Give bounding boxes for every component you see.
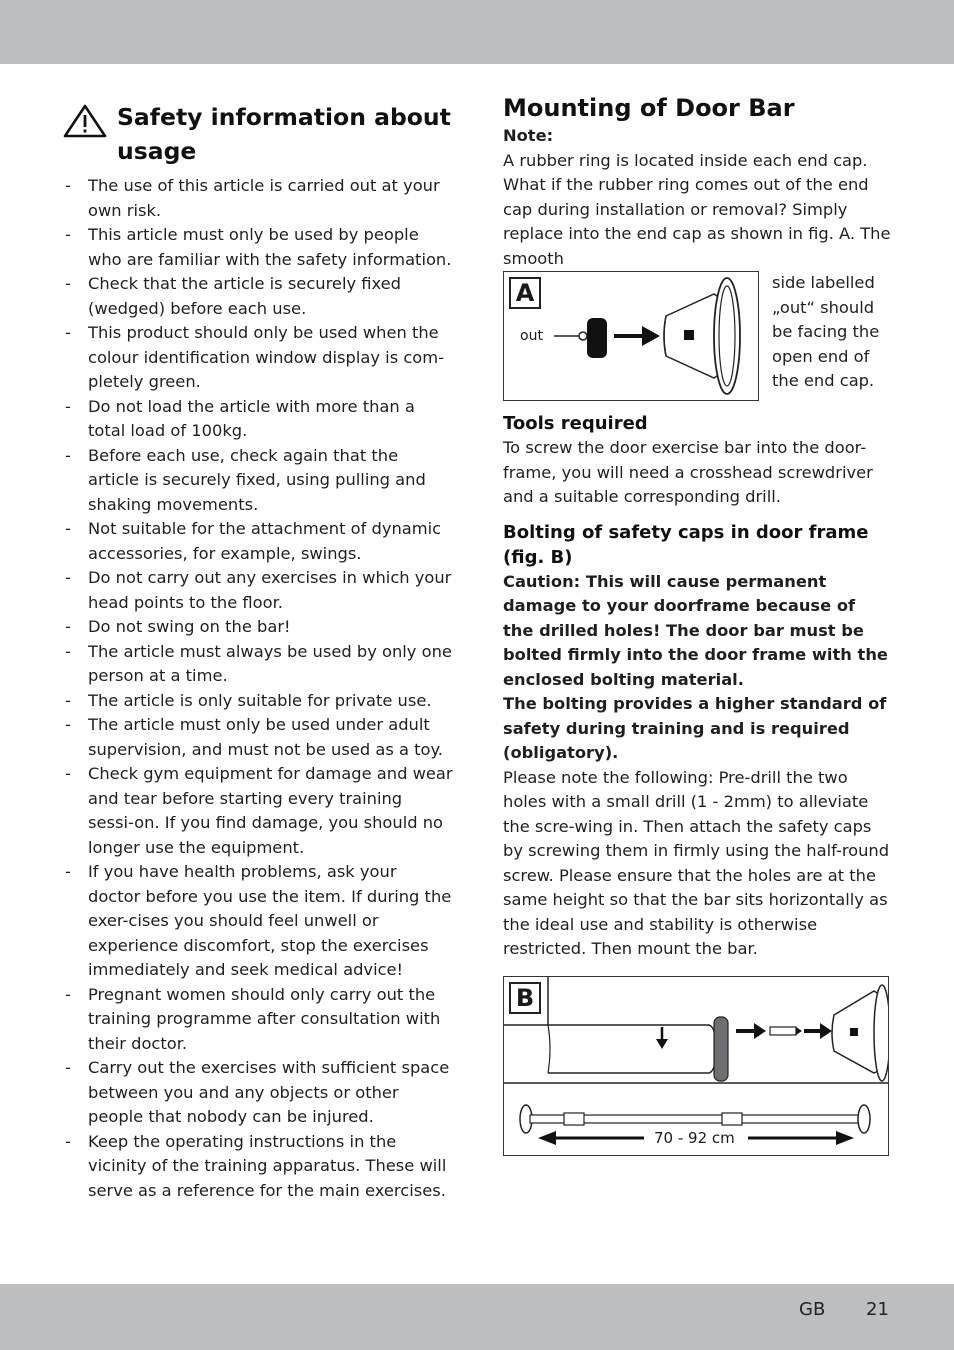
list-item: - Check gym equipment for damage and wear and tear before starting every training sessi-on. If you find damage, you should no longer use the equipment. bbox=[63, 762, 453, 860]
safety-list bbox=[63, 174, 453, 1203]
figure-b-label: B bbox=[509, 982, 541, 1014]
language-code: GB bbox=[799, 1299, 826, 1320]
bolting-title: Bolting of safety caps in door frame (fig. B) bbox=[503, 521, 869, 568]
list-item: - If you have health problems, ask your doctor before you use the item. If during the exer-cises you should feel unwell or experience discomfort, stop the exercises immediately and seek medical advice! bbox=[63, 860, 453, 983]
figure-a-side-text: side labelled „out“ should be facing the open end of the end cap. bbox=[772, 273, 880, 390]
list-item: - This product should only be used when the colour identification window display is com-pletely green. bbox=[63, 321, 453, 395]
figure-a-row bbox=[503, 271, 891, 401]
measure-label: 70 - 92 cm bbox=[654, 1128, 735, 1147]
mounting-title: Mounting of Door Bar bbox=[503, 94, 795, 122]
list-item: - The article must only be used under adult supervision, and must not be used as a toy. bbox=[63, 713, 453, 762]
list-item: - The use of this article is carried out at your own risk. bbox=[63, 174, 453, 223]
figure-a-label: A bbox=[509, 277, 541, 309]
safety-heading bbox=[63, 100, 453, 168]
bolting-bold-text: The bolting provides a higher standard of safety during training and is required (obligatory). bbox=[503, 694, 887, 762]
list-item: - The article must always be used by only one person at a time. bbox=[63, 640, 453, 689]
safety-section bbox=[63, 100, 453, 1203]
tools-text: To screw the door exercise bar into the door-frame, you will need a crosshead screwdriver and a suitable corresponding drill. bbox=[503, 438, 873, 506]
figure-a bbox=[503, 271, 759, 401]
list-item: - Carry out the exercises with sufficient space between you and any objects or other people that nobody can be injured. bbox=[63, 1056, 453, 1130]
list-item: - Pregnant women should only carry out the training programme after consultation with their doctor. bbox=[63, 983, 453, 1057]
note-text: A rubber ring is located inside each end cap. What if the rubber ring comes out of the end cap during installation or removal? Simply replace into the end cap as shown in fig. A. The smooth bbox=[503, 150, 891, 268]
list-item: - Keep the operating instructions in the vicinity of the training apparatus. These will serve as a reference for the main exercises. bbox=[63, 1130, 453, 1204]
list-item: - Not suitable for the attachment of dynamic accessories, for example, swings. bbox=[63, 517, 453, 566]
end-cap-illustration bbox=[504, 272, 758, 400]
note-label: Note: bbox=[503, 126, 554, 145]
safety-title: Safety information about usage bbox=[117, 103, 451, 165]
list-item: - Do not load the article with more than a total load of 100kg. bbox=[63, 395, 453, 444]
list-item: - This article must only be used by people who are familiar with the safety information. bbox=[63, 223, 453, 272]
figure-b bbox=[503, 976, 889, 1156]
mounting-section bbox=[503, 92, 891, 1156]
page-number: 21 bbox=[866, 1299, 889, 1320]
caution-text: Caution: This will cause permanent damage to your doorframe because of the drilled holes! The door bar must be bolted firmly into the door frame with the enclosed bolting material. bbox=[503, 571, 888, 689]
out-label: out bbox=[520, 328, 543, 344]
header-band bbox=[0, 0, 954, 64]
list-item: - Do not carry out any exercises in which your head points to the floor. bbox=[63, 566, 453, 615]
bolting-text: Please note the following: Pre-drill the two holes with a small drill (1 - 2mm) to alleviate the scre-wing in. Then attach the safety caps by screwing them in firmly using the half-round screw. Please ensure that the holes are at the same height so that the bar sits horizontally as the ideal use and stability is otherwise restricted. Then mount the bar. bbox=[503, 767, 890, 958]
tools-title: Tools required bbox=[503, 413, 648, 434]
list-item: - The article is only suitable for private use. bbox=[63, 689, 453, 714]
list-item: - Check that the article is securely fixed (wedged) before each use. bbox=[63, 272, 453, 321]
list-item: - Do not swing on the bar! bbox=[63, 615, 453, 640]
warning-triangle-icon bbox=[63, 104, 107, 138]
list-item: - Before each use, check again that the article is securely fixed, using pulling and shaking movements. bbox=[63, 444, 453, 518]
